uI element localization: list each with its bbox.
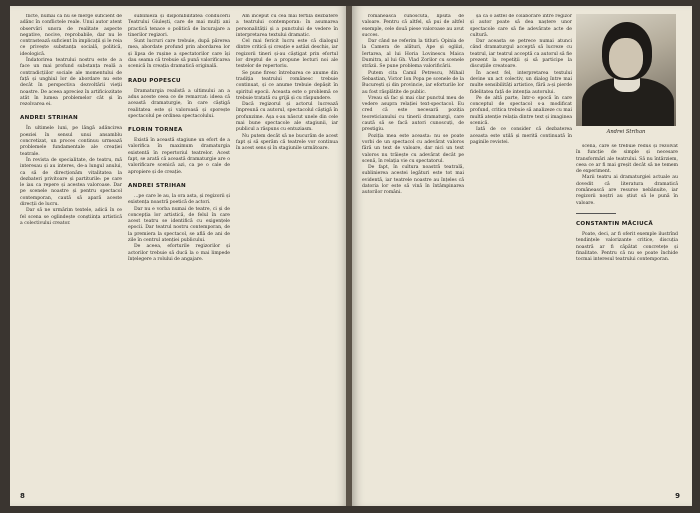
paragraph: ...pe care le au, la ora asta, și regizorii și existența noastră poetică de actori. xyxy=(128,193,230,206)
left-column-3 xyxy=(236,14,338,484)
paragraph: scenă, care se trebuie redus și rezolvat în funcție de simple și necesare transformări ale teatrului. Să nu întârziem, ceea ce ar fi mai greșit decât să ne temem de experiment. xyxy=(576,144,678,175)
paragraph: În acest fel, interpretarea textului devine un act colectiv, un dialog între mai multe sensibilități artistice, fără a-și pierde fidelitatea față de intenția autorului. xyxy=(470,70,572,95)
paragraph: Dramaturgia realistă a ultimului an a adus aceste ceea ce de remarcat: ideea că această dramaturgie, în care câștigă realitatea este și valoroasă și sporește spectacolul pe ordinea spectacolului. xyxy=(128,88,230,119)
paragraph: Marii teatru ai dramaturgiei actuale au dovedit că literatura dramatică românească are resurse nebănuite, iar regizorii noștri au știut să le pună în valoare. xyxy=(576,175,678,206)
right-column-3 xyxy=(576,144,678,484)
paragraph: sublinieză și disponibilitatea conducerii Teatrului Giulești, care de mai mulți ani practică tenace o politică de încurajare a tinerilor regizori. xyxy=(128,14,230,38)
portrait-photo xyxy=(576,14,676,126)
paragraph: Dar nu e vorba numai de teatre, ci și de concepția lor artistică, de felul în care acest teatru se identifică cu exigențele epocii. Dar teatrul nostru contemporan, de la premiera la spectacol, se află de ani de zile în centrul atenției publicului. xyxy=(128,206,230,244)
paragraph: În revista de specialitate, de teatru, mă interesau și au interes, de-a lungul anului, ca să de direcționăm vitalitatea la dezbateri privitoare și partiturile: pe care le iau ca repere și acestea valoroase. Dar pe scenele noastre și pentru spectacol contemporan, caută să apară aceste direcții de lucru. xyxy=(20,157,122,208)
paragraph: șa că o astfel de colaborare între regizor și autor poate să dea naștere unor spectacole care să fie adevărate acte de cultură. xyxy=(470,14,572,38)
left-page xyxy=(10,6,348,506)
paragraph: Dar aceasta se petrece numai atunci când dramaturgul acceptă să lucreze cu teatrul, iar teatrul acceptă ca autorul să fie prezent la repetiții și să participe la discuțiile creatoare. xyxy=(470,39,572,70)
paragraph: Sunt lucruri care trebuie, după părerea mea, abordate profund prin abordarea lor și lipsa de rușine a spectatorilor care își dau seama că trebuie să pună valorificarea scenică în creația dramatică originală. xyxy=(128,39,230,70)
paragraph: Dar să ne urmărim textele, adică în ce fel scena se oglindește conștiința artistică a colectivului creator. xyxy=(20,208,122,226)
right-column-2 xyxy=(470,14,572,484)
paragraph: Există în această stagiune un efort de a valorifica în maximum dramaturgia existentă în repertoriul teatrelor. Acest fapt, se arată că această dramaturgie are o valorificare scenică azi, ca pe o cale de apropiere și de creație. xyxy=(128,138,230,175)
right-page xyxy=(352,6,692,506)
paragraph: Nu putem decât să ne bucurăm de acest fapt și să sperăm că teatrele vor continua în acest sens și în stagiunile următoare. xyxy=(236,133,338,152)
paragraph: În ultimele luni, pe lângă adâncirea poeziei în sensul unui ansamblu concretizat, un proces continuu urmează problemele fundamentale ale creației teatrale. xyxy=(20,126,122,157)
speaker-heading: ANDREI STRIHAN xyxy=(20,115,78,122)
paragraph: Poate, deci, ar fi oferit exemple ilustrînd tendințele valorizante critice, discuția noastră ar fi căpătat concretețe și finalitate. Pentru că nu se poate închide tocmai interesul teatrului contemporan. xyxy=(576,231,678,263)
paragraph: Se pune firesc întrebarea ce anume din tradiția teatrului românesc trebuie continuat, și ce anume trebuie depășit în spiritul epocii. Aceasta este o problemă ce trebuie tratată cu grijă și cu răspundere. xyxy=(236,70,338,101)
paragraph: Cel mai fericit lucru este că dialogul dintre critică și creație e astăzi deschis, iar regizorii tineri și-au câștigat prin efortul lor dreptul de a propune lecturi noi ale textelor de repertoriu. xyxy=(236,39,338,70)
left-column-1 xyxy=(20,14,122,484)
divider xyxy=(576,213,616,214)
speaker-heading: FLORIN TORNEA xyxy=(128,127,183,134)
right-column-1 xyxy=(362,14,464,484)
paragraph: Poziția mea este aceasta: nu se poate vorbi de un spectacol cu adevărat valoros fără un text de valoare, dar nici un text valoros nu trăiește cu adevărat decât pe scenă, în relația vie cu spectatorul. xyxy=(362,133,464,164)
left-column-2 xyxy=(128,14,230,484)
page-number: 9 xyxy=(675,492,680,500)
photo-caption: Andrei Strihan xyxy=(606,129,646,135)
paragraph: Dacă regizorul și actorul lucrează împreună cu autorul, spectacolul câștigă în profunzime. Așa s-au născut unele din cele mai bune spectacole ale stagiunii, iar publicul a răspuns cu entuziasm. xyxy=(236,102,338,133)
paragraph: Am început cu cea mai fertilă dezbatere a teatrului contemporan: în asumarea personalității și a punctului de vedere în interpretarea textului dramatic. xyxy=(236,14,338,38)
paragraph: Putem cita Camil Petrescu, Mihail Sebastian, Victor Ion Popa pe scenele de la București și din provincie, iar eforturile lor au fost răsplătite de public. xyxy=(362,70,464,95)
paragraph: Vreau să fac și mai clar punctul meu de vedere asupra relației text-spectacol. Eu cred că este necesară poziția teoreticianului cu tinerii dramaturgi, care caută să se facă autori cunoscuți, de prestigiu. xyxy=(362,95,464,133)
paragraph: Dar când ne referim la titluri: Opinia de la Camera de alături, Ape și ogliizi, Iertarea, al lui Horia Lovinescu Maica Dumitra, al lui Gh. Vlad Zorilor cu scenele străzii. Se pune problema valorificării. xyxy=(362,39,464,70)
magazine-spread xyxy=(10,6,692,506)
paragraph: Iată de ce consider că dezbaterea aceasta este utilă și merită continuată în paginile revistei. xyxy=(470,127,572,145)
paragraph: De aceea, eforturile regizorilor și actorilor trebuie să ducă la o mai limpede înțelegere a rolului de angajare. xyxy=(128,244,230,262)
speaker-heading: ANDREI STRIHAN xyxy=(128,182,186,189)
paragraph: flicte, numai că nu se merge suficient de adânc în conflictele reale. Unui autor atent observări unora de realitate aspecte negative, nocive, reprobabile, dar nu le contrastează suficient în implicații și le reia ce privește substanța socială, politică, ideologică. xyxy=(20,14,122,57)
paragraph: Îndatorirea teatrului nostru este de a face un mai profund substanța reală a contradicțiilor sociale ale momentului de față și unghiul lor de abordare nu este decât în perspectiva dezvoltării vieții noastre. De aceea apreciez în artificiozitate atât în lumea problemelor cât și în rezolvarea ei. xyxy=(20,58,122,108)
speaker-heading: RADU POPESCU xyxy=(128,77,181,84)
page-number: 8 xyxy=(20,492,25,500)
photo-face xyxy=(609,38,643,78)
speaker-heading: CONSTANTIN MĂCIUCĂ xyxy=(576,220,653,227)
paragraph: Pe de altă parte, într-o epocă în care conceptul de spectacol s-a modificat profund, critica trebuie să analizeze cu mai multă atenție relația dintre text și imaginea scenică. xyxy=(470,95,572,127)
paragraph: De fapt, în cultura noastră teatrală, sublinierea acestei legături este tot mai evidentă, iar teatrele noastre au înțeles că datoria lor este să vină în întâmpinarea autorilor români. xyxy=(362,165,464,196)
paragraph: românească cunoscută, lipsită de valoare. Pentru că altfel, să pui de altfel exemple, cele două piese valoroase au avut succes. xyxy=(362,14,464,38)
